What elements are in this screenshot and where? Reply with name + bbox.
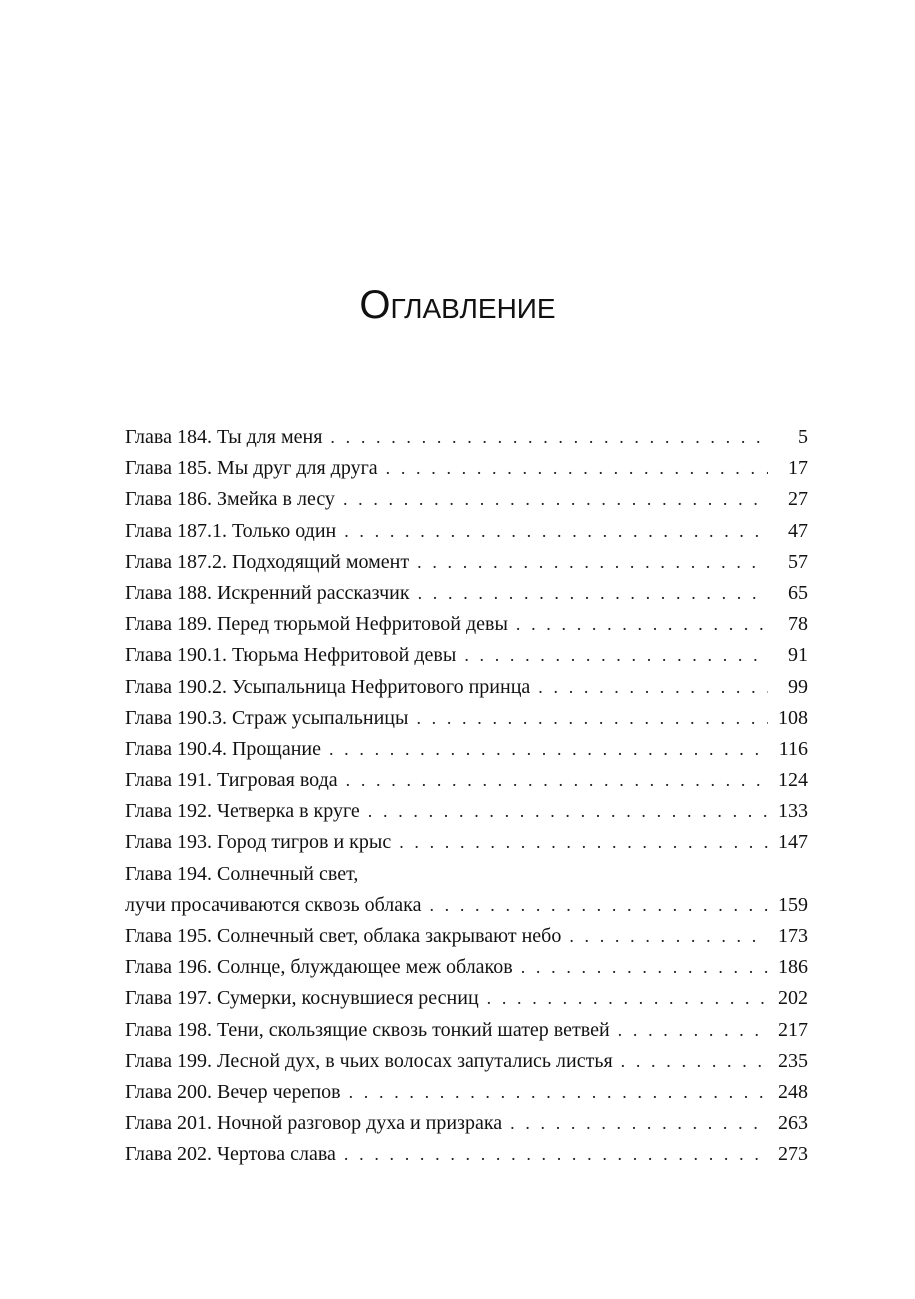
toc-entry-page: 57 [788,550,808,573]
toc-entry-page: 263 [778,1112,808,1135]
toc-entry-page: 78 [788,613,808,636]
toc-dot-leader [569,921,768,952]
toc-entry-title: Глава 195. Солнечный свет, облака закрывают небо [125,925,562,947]
toc-entry-title: Глава 194. Солнечный свет, [125,862,359,885]
toc-dot-leader [346,765,768,796]
toc-entry-title: Глава 199. Лесной дух, в чьих волосах запутались листья [125,1049,613,1072]
toc-entry [125,640,808,671]
toc-entry [125,703,808,734]
toc-dot-leader [344,516,768,547]
toc-dot-leader [621,1046,768,1077]
toc-dot-leader [429,890,768,921]
toc-entry [125,609,808,640]
toc-entry [125,796,808,827]
toc-dot-leader [344,1139,768,1170]
toc-entry-title: Глава 187.2. Подходящий момент [125,550,410,573]
toc-entry-page: 217 [778,1018,808,1041]
toc-entry-page: 159 [778,893,808,916]
toc-dot-leader [417,547,768,578]
toc-entry-title: Глава 190.1. Тюрьма Нефритовой девы [125,644,457,667]
toc-entry-title: Глава 186. Змейка в лесу [125,488,335,511]
table-of-contents [125,422,808,1171]
toc-entry-page: 248 [778,1080,808,1103]
toc-entry-title: Глава 197. Сумерки, коснувшиеся ресниц [125,987,479,1010]
toc-entry-title: Глава 190.2. Усыпальница Нефритового принца [125,675,531,698]
toc-entry [125,1015,808,1046]
toc-dot-leader [399,827,768,858]
toc-entry [125,1077,808,1108]
toc-dot-leader [464,640,768,671]
toc-entry-page: 47 [788,519,808,542]
toc-entry-page: 202 [778,987,808,1010]
toc-entry [125,859,808,890]
toc-dot-leader [516,609,768,640]
toc-entry [125,516,808,547]
toc-dot-leader [510,1108,768,1139]
toc-entry-page: 5 [798,426,808,448]
toc-entry [125,827,808,858]
toc-entry [125,547,808,578]
toc-entry-title: Глава 202. Чертова слава [125,1143,336,1166]
toc-entry-page: 108 [778,706,808,729]
toc-entry [125,1108,808,1139]
toc-entry-title: Глава 190.4. Прощание [125,737,321,760]
toc-entry-page: 173 [778,925,808,947]
toc-entry [125,578,808,609]
toc-entry-page: 235 [778,1049,808,1072]
toc-entry-title: Глава 196. Солнце, блуждающее меж облаков [125,956,513,979]
toc-dot-leader [418,578,768,609]
toc-entry-page: 99 [788,675,808,698]
toc-entry [125,734,808,765]
toc-entry [125,422,808,453]
toc-entry-page: 186 [778,956,808,979]
page-title: Оглавление [359,283,556,327]
toc-entry-title: Глава 191. Тигровая вода [125,769,338,792]
toc-dot-leader [386,453,768,484]
toc-dot-leader [618,1015,768,1046]
toc-entry-page: 124 [778,769,808,792]
toc-entry-title: Глава 190.3. Страж усыпальницы [125,706,409,729]
toc-dot-leader [343,484,768,515]
toc-dot-leader [521,952,768,983]
toc-dot-leader [349,1077,768,1108]
toc-entry-page: 116 [778,737,808,760]
toc-entry [125,921,808,952]
toc-entry-title: Глава 201. Ночной разговор духа и призрака [125,1112,503,1135]
toc-entry-page: 27 [788,488,808,511]
toc-entry-title: Глава 192. Четверка в круге [125,800,360,823]
toc-entry [125,983,808,1014]
toc-entry [125,453,808,484]
toc-dot-leader [416,703,768,734]
toc-dot-leader [368,796,768,827]
toc-entry-title: Глава 189. Перед тюрьмой Нефритовой девы [125,613,508,636]
toc-entry-page: 133 [778,800,808,823]
toc-entry-page: 17 [788,457,808,480]
toc-entry [125,1046,808,1077]
toc-entry-title: Глава 198. Тени, скользящие сквозь тонкий шатер ветвей [125,1018,610,1041]
toc-entry-title: Глава 185. Мы друг для друга [125,457,378,480]
toc-entry [125,484,808,515]
toc-entry-page: 273 [778,1143,808,1166]
toc-dot-leader [538,672,768,703]
toc-entry-title: Глава 184. Ты для меня [125,426,323,448]
toc-entry [125,1139,808,1170]
toc-dot-leader [487,983,768,1014]
toc-entry-title: Глава 187.1. Только один [125,519,337,542]
toc-entry [125,672,808,703]
toc-dot-leader [329,734,768,765]
toc-entry-title: Глава 188. Искренний рассказчик [125,581,410,604]
toc-entry-title: Глава 193. Город тигров и крыс [125,831,392,854]
toc-entry-page: 147 [778,831,808,854]
toc-entry [125,765,808,796]
toc-entry [125,890,808,921]
toc-entry-title: лучи просачиваются сквозь облака [125,893,422,916]
toc-entry-title: Глава 200. Вечер черепов [125,1080,341,1103]
toc-dot-leader [330,422,768,453]
toc-entry [125,952,808,983]
toc-entry-page: 65 [788,581,808,604]
toc-entry-page: 91 [788,644,808,667]
